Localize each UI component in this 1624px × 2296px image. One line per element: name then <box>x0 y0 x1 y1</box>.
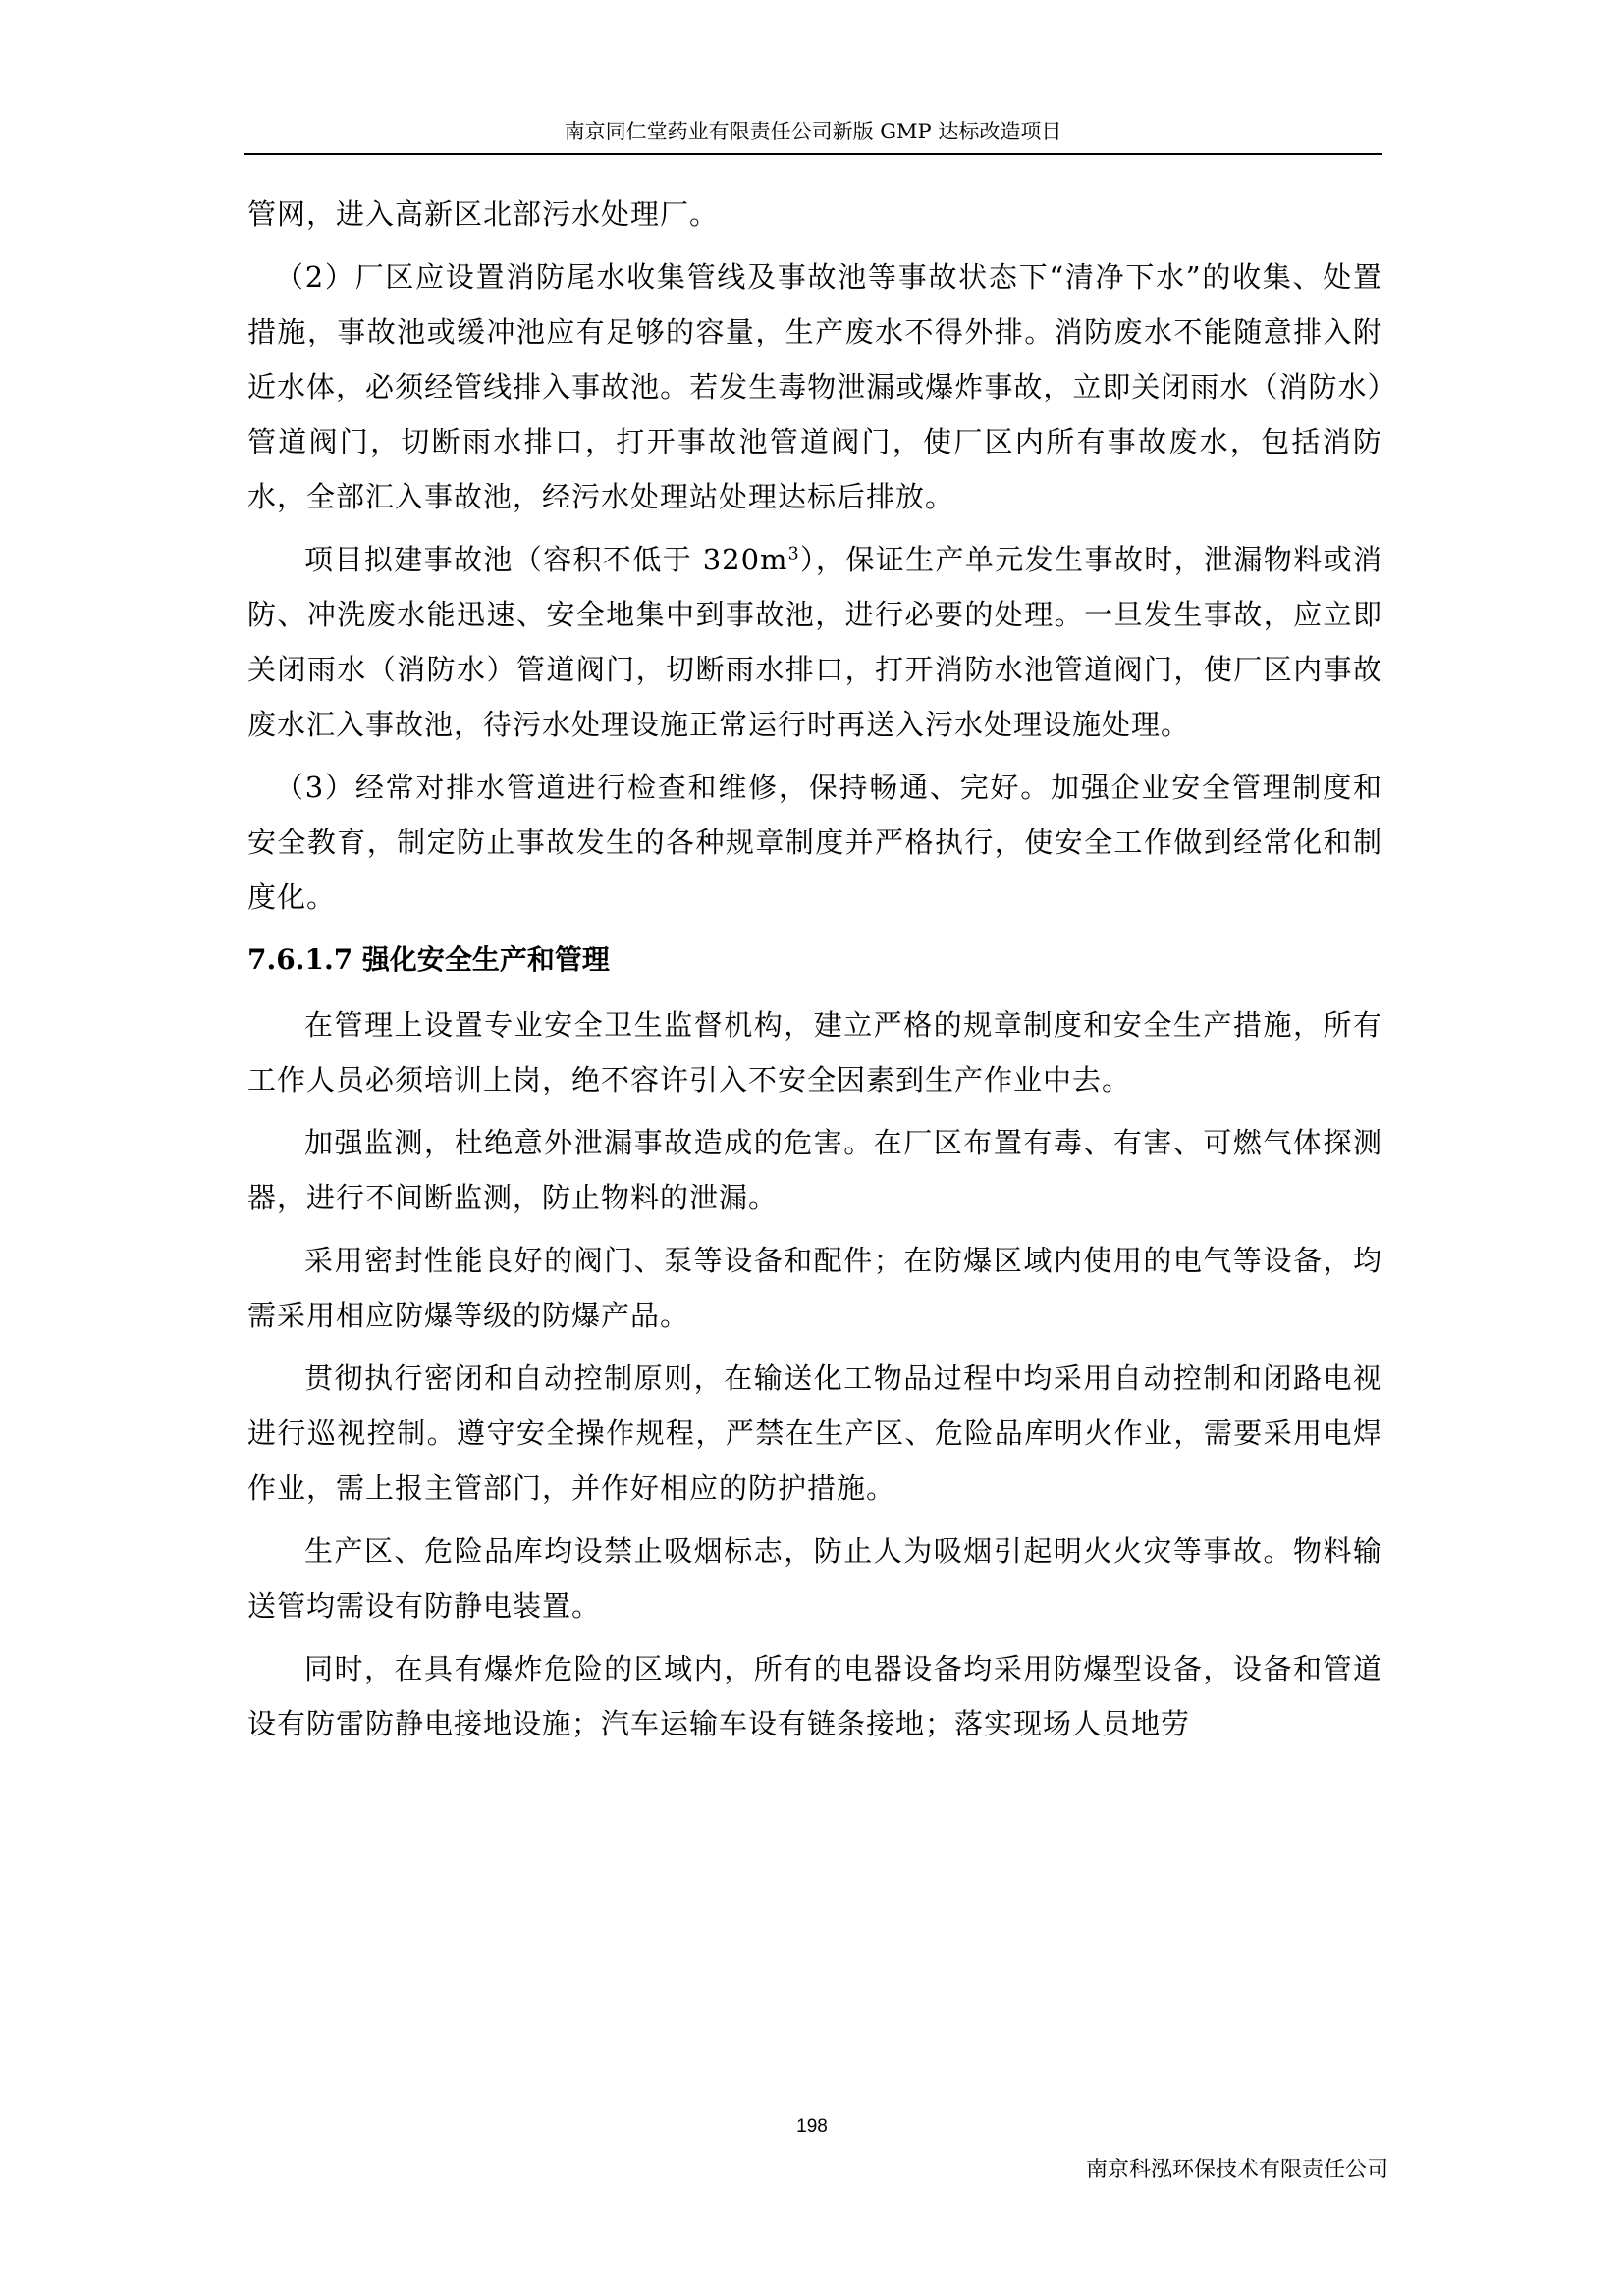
paragraph-3: （3）经常对排水管道进行检查和维修，保持畅通、完好。加强企业安全管理制度和安全教育，制定防止事故发生的各种规章制度并严格执行，使安全工作做到经常化和制度化。 <box>247 771 1382 914</box>
superscript-3: 3 <box>787 544 800 564</box>
paragraph-2-part-a: 项目拟建事故池（容积不低于 320m <box>304 543 788 576</box>
page-header-title: 南京同仁堂药业有限责任公司新版 GMP 达标改造项目 <box>564 120 1062 143</box>
paragraph-1: （2）厂区应设置消防尾水收集管线及事故池等事故状态下“清净下水”的收集、处置措施，事故池或缓冲池应有足够的容量，生产废水不得外排。消防废水不能随意排入附近水体，必须经管线排入事故池。若发生毒物泄漏或爆炸事故，立即关闭雨水（消防水）管道阀门，切断雨水排口，打开事故池管道阀门，使厂区内所有事故废水，包括消防水，全部汇入事故池，经污水处理站处理达标后排放。 <box>247 260 1382 513</box>
footer-company: 南京科泓环保技术有限责任公司 <box>1085 2158 1388 2182</box>
paragraph-7: 贯彻执行密闭和自动控制原则，在输送化工物品过程中均采用自动控制和闭路电视进行巡视控制。遵守安全操作规程，严禁在生产区、危险品库明火作业，需要采用电焊作业，需上报主管部门，并作好相应的防护措施。 <box>247 1362 1382 1505</box>
paragraph-6: 采用密封性能良好的阀门、泵等设备和配件；在防爆区域内使用的电气等设备，均需采用相应防爆等级的防爆产品。 <box>247 1244 1382 1332</box>
paragraph-2-part-b: ），保证生产单元发生事故时，泄漏物料或消防、冲洗废水能迅速、安全地集中到事故池，进行必要的处理。一旦发生事故，应立即关闭雨水（消防水）管道阀门，切断雨水排口，打开消防水池管道阀门，使厂区内事故废水汇入事故池，待污水处理设施正常运行时再送入污水处理设施处理。 <box>247 543 1382 741</box>
page-number: 198 <box>796 2116 828 2137</box>
section-heading: 7.6.1.7 强化安全生产和管理 <box>247 943 610 976</box>
paragraph-9: 同时，在具有爆炸危险的区域内，所有的电器设备均采用防爆型设备，设备和管道设有防雷防静电接地设施；汽车运输车设有链条接地；落实现场人员地劳 <box>247 1652 1382 1740</box>
paragraph-5: 加强监测，杜绝意外泄漏事故造成的危害。在厂区布置有毒、有害、可燃气体探测器，进行不间断监测，防止物料的泄漏。 <box>247 1126 1382 1214</box>
paragraph-8: 生产区、危险品库均设禁止吸烟标志，防止人为吸烟引起明火火灾等事故。物料输送管均需设有防静电装置。 <box>247 1534 1382 1623</box>
document-body <box>247 187 1382 1759</box>
paragraph-4: 在管理上设置专业安全卫生监督机构，建立严格的规章制度和安全生产措施，所有工作人员必须培训上岗，绝不容许引入不安全因素到生产作业中去。 <box>247 1008 1382 1096</box>
header-divider <box>244 153 1382 155</box>
paragraph-0: 管网，进入高新区北部污水处理厂。 <box>247 197 720 231</box>
paragraph-2 <box>247 532 1382 752</box>
